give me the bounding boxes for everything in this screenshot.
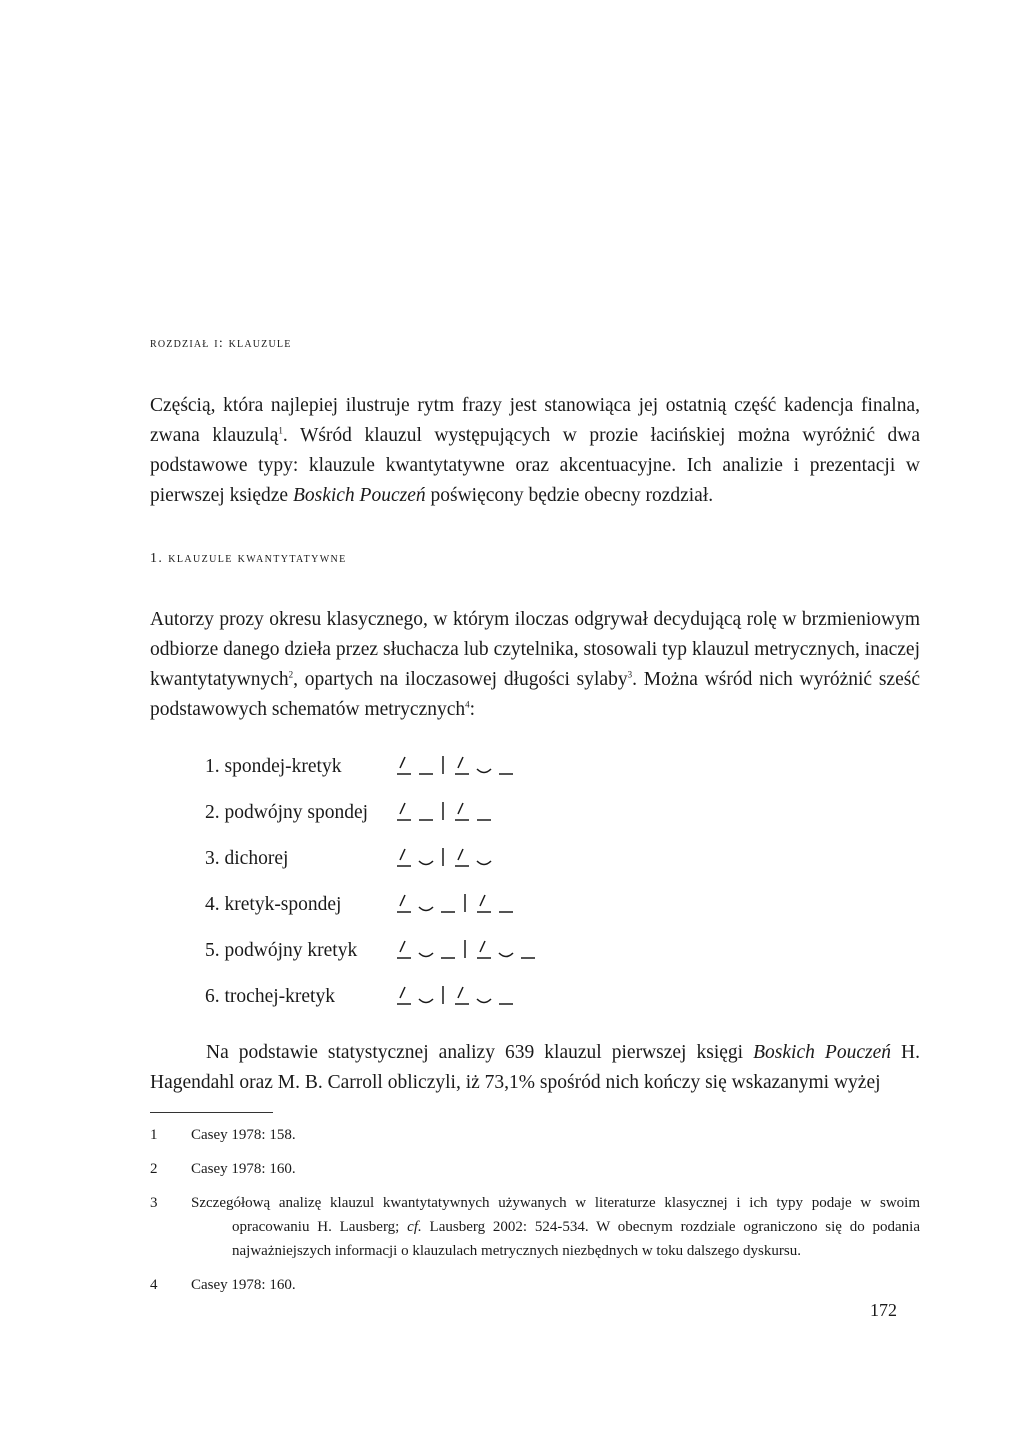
work-title-2: Boskich Pouczeń (753, 1042, 891, 1063)
footnote-text (191, 1191, 920, 1263)
scheme-notation (395, 842, 575, 876)
para3-text-2: H. Hagendahl oraz M. B. Carroll obliczyli, iż 73,1% spośród nich kończy się wskazanymi wyżej (150, 1042, 920, 1093)
scheme-notation (395, 888, 575, 922)
accent-mark (458, 987, 463, 998)
accent-mark (480, 941, 485, 952)
para2-text-2: , opartych na iloczasowej długości sylaby (293, 669, 628, 690)
short-syllable-mark (477, 861, 491, 865)
intro-paragraph (150, 391, 920, 511)
running-header: rozdział i: klauzule (150, 336, 292, 351)
scheme-label: 4. kretyk-spondej (205, 894, 342, 915)
statistics-paragraph (150, 1038, 920, 1098)
accent-mark (400, 757, 405, 768)
intro-text-1: Częścią, która najlepiej ilustruje rytm frazy jest stanowiąca jej ostatnią część kadencja finalna, zwana klauzulą (150, 395, 920, 446)
scheme-row (205, 796, 605, 830)
footnote-2 (150, 1157, 920, 1181)
footnote-1 (150, 1123, 920, 1147)
accent-mark (458, 757, 463, 768)
scheme-label: 1. spondej-kretyk (205, 756, 342, 777)
footnote-ref-3[interactable]: 3 (627, 669, 633, 680)
short-syllable-mark (477, 769, 491, 773)
accent-mark (400, 849, 405, 860)
footnote-number: 4 (150, 1277, 158, 1293)
scheme-row (205, 888, 605, 922)
scheme-label: 2. podwójny spondej (205, 802, 369, 823)
intro-text-3: poświęcony będzie obecny rozdział. (425, 485, 714, 506)
scheme-row (205, 750, 605, 784)
accent-mark (400, 803, 405, 814)
scheme-row (205, 934, 605, 968)
footnote-4 (150, 1273, 920, 1297)
accent-mark (400, 895, 405, 906)
footnote-number: 1 (150, 1127, 158, 1143)
footnote-3-cf: cf. (407, 1219, 422, 1235)
scheme-row (205, 980, 605, 1014)
accent-mark (400, 941, 405, 952)
para2-text-1: Autorzy prozy okresu klasycznego, w którym iloczas odgrywał decydującą rolę w brzmieniowym odbiorze danego dzieła przez słuchacza lub czytelnika, stosowali typ klauzul metrycznych, inaczej kwantytatywnych (150, 609, 920, 690)
footnote-3-text-2: Lausberg 2002: 524-534. W obecnym rozdziale ograniczono się do podania najważniejszych informacji o klauzulach metrycznych niezbędnych w toku dalszego dyskursu. (232, 1219, 920, 1259)
scheme-label: 3. dichorej (205, 848, 289, 869)
scheme-label: 6. trochej-kretyk (205, 986, 335, 1007)
footnote-ref-2[interactable]: 2 (288, 669, 294, 680)
footnote-text: Casey 1978: 160. (191, 1277, 296, 1293)
short-syllable-mark (419, 999, 433, 1003)
scheme-notation (395, 750, 575, 784)
accent-mark (480, 895, 485, 906)
short-syllable-mark (419, 953, 433, 957)
short-syllable-mark (499, 953, 513, 957)
scheme-notation (395, 980, 575, 1014)
scheme-notation (395, 934, 575, 968)
footnote-ref-1[interactable]: 1 (278, 425, 283, 436)
scheme-row (205, 842, 605, 876)
short-syllable-mark (477, 999, 491, 1003)
footnote-3-text-1: Szczegółową analizę klauzul kwantytatywnych używanych w literaturze klasycznej i ich typy podaje w swoim opracowaniu H. Lausberg; (191, 1195, 920, 1235)
footnote-text: Casey 1978: 160. (191, 1161, 296, 1177)
para2-text-4: : (469, 699, 476, 720)
footnotes (150, 1123, 920, 1307)
footnote-number: 2 (150, 1161, 158, 1177)
quantitative-paragraph (150, 605, 920, 725)
section-title: 1. klauzule kwantytatywne (150, 551, 347, 566)
accent-mark (458, 803, 463, 814)
footnote-3 (150, 1191, 920, 1263)
scheme-label: 5. podwójny kretyk (205, 940, 358, 961)
short-syllable-mark (419, 907, 433, 911)
accent-mark (400, 987, 405, 998)
footnote-number: 3 (150, 1195, 158, 1211)
footnote-separator (150, 1112, 273, 1113)
intro-text-2: . Wśród klauzul występujących w prozie łacińskiej można wyróżnić dwa podstawowe typy: klauzule kwantytatywne oraz akcentuacyjne. Ich analizie i prezentacji w pierwszej księdze (150, 425, 920, 506)
accent-mark (458, 849, 463, 860)
para2-text-3: . Można wśród nich wyróżnić sześć podstawowych schematów metrycznych (150, 669, 920, 720)
footnote-ref-4[interactable]: 4 (465, 699, 470, 710)
page-number: 172 (870, 1300, 897, 1320)
work-title: Boskich Pouczeń (292, 485, 426, 506)
short-syllable-mark (419, 861, 433, 865)
para3-text-1: Na podstawie statystycznej analizy 639 klauzul pierwszej księgi (206, 1042, 754, 1063)
footnote-text: Casey 1978: 158. (191, 1127, 296, 1143)
scheme-notation (395, 796, 575, 830)
